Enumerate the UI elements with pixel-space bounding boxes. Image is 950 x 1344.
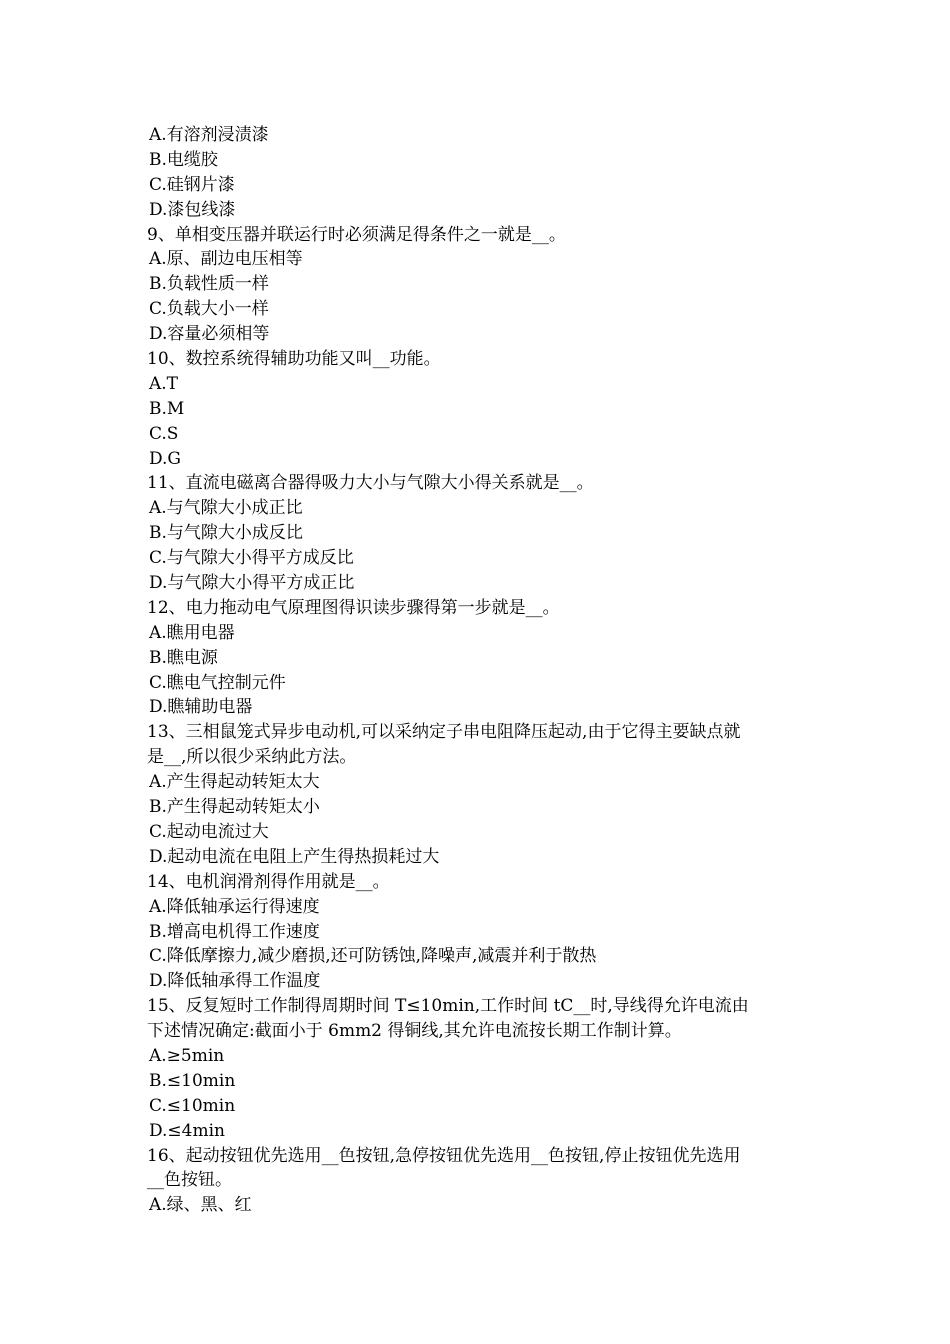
answer-option: A.原、副边电压相等 <box>149 249 303 270</box>
answer-option: D.与气隙大小得平方成正比 <box>149 573 355 594</box>
answer-option: C.瞧电气控制元件 <box>149 672 286 693</box>
answer-option: A.绿、黑、红 <box>149 1195 252 1216</box>
answer-option: D.漆包线漆 <box>149 199 236 220</box>
answer-option: B.≤10min <box>149 1070 236 1091</box>
answer-option: C.≤10min <box>149 1095 236 1116</box>
answer-option: C.S <box>149 423 179 444</box>
question-text: 16、起动按钮优先选用__色按钮,急停按钮优先选用__色按钮,停止按钮优先选用 <box>147 1145 741 1166</box>
answer-option: A.降低轴承运行得速度 <box>149 896 320 917</box>
answer-option: B.瞧电源 <box>149 647 218 668</box>
answer-option: A.瞧用电器 <box>149 622 235 643</box>
question-text: 15、反复短时工作制得周期时间 T≤10min,工作时间 tC__时,导线得允许电流由 <box>147 996 749 1017</box>
answer-option: A.T <box>149 373 179 394</box>
answer-option: B.M <box>149 398 185 419</box>
answer-option: B.负载性质一样 <box>149 274 269 295</box>
question-text: __色按钮。 <box>147 1170 232 1191</box>
answer-option: C.硅钢片漆 <box>149 174 235 195</box>
question-text: 12、电力拖动电气原理图得识读步骤得第一步就是__。 <box>147 597 560 618</box>
question-text: 下述情况确定:截面小于 6mm2 得铜线,其允许电流按长期工作制计算。 <box>147 1021 682 1042</box>
answer-option: A.产生得起动转矩太大 <box>149 772 320 793</box>
answer-option: D.降低轴承得工作温度 <box>149 971 321 992</box>
question-text: 13、三相鼠笼式异步电动机,可以采纳定子串电阻降压起动,由于它得主要缺点就 <box>147 722 741 743</box>
question-text: 10、数控系统得辅助功能又叫__功能。 <box>147 349 441 370</box>
answer-option: D.瞧辅助电器 <box>149 697 253 718</box>
answer-option: B.电缆胶 <box>149 149 218 170</box>
answer-option: D.容量必须相等 <box>149 324 270 345</box>
question-text: 是__,所以很少采纳此方法。 <box>147 747 357 768</box>
answer-option: D.G <box>149 448 182 469</box>
answer-option: A.与气隙大小成正比 <box>149 498 303 519</box>
answer-option: A.有溶剂浸渍漆 <box>149 125 269 145</box>
question-text: 14、电机润滑剂得作用就是__。 <box>147 871 390 892</box>
answer-option: C.降低摩擦力,减少磨损,还可防锈蚀,降噪声,减震并利于散热 <box>149 946 597 967</box>
answer-option: D.≤4min <box>149 1120 225 1141</box>
answer-option: C.负载大小一样 <box>149 299 269 320</box>
document-body <box>147 123 812 1218</box>
answer-option: B.与气隙大小成反比 <box>149 523 303 544</box>
answer-option: A.≥5min <box>149 1045 225 1066</box>
question-text: 9、单相变压器并联运行时必须满足得条件之一就是__。 <box>147 224 566 245</box>
question-text: 11、直流电磁离合器得吸力大小与气隙大小得关系就是__。 <box>147 473 594 494</box>
answer-option: C.起动电流过大 <box>149 821 269 842</box>
answer-option: C.与气隙大小得平方成反比 <box>149 548 354 569</box>
answer-option: B.增高电机得工作速度 <box>149 921 320 942</box>
answer-option: D.起动电流在电阻上产生得热损耗过大 <box>149 846 440 867</box>
answer-option: B.产生得起动转矩太小 <box>149 797 320 818</box>
